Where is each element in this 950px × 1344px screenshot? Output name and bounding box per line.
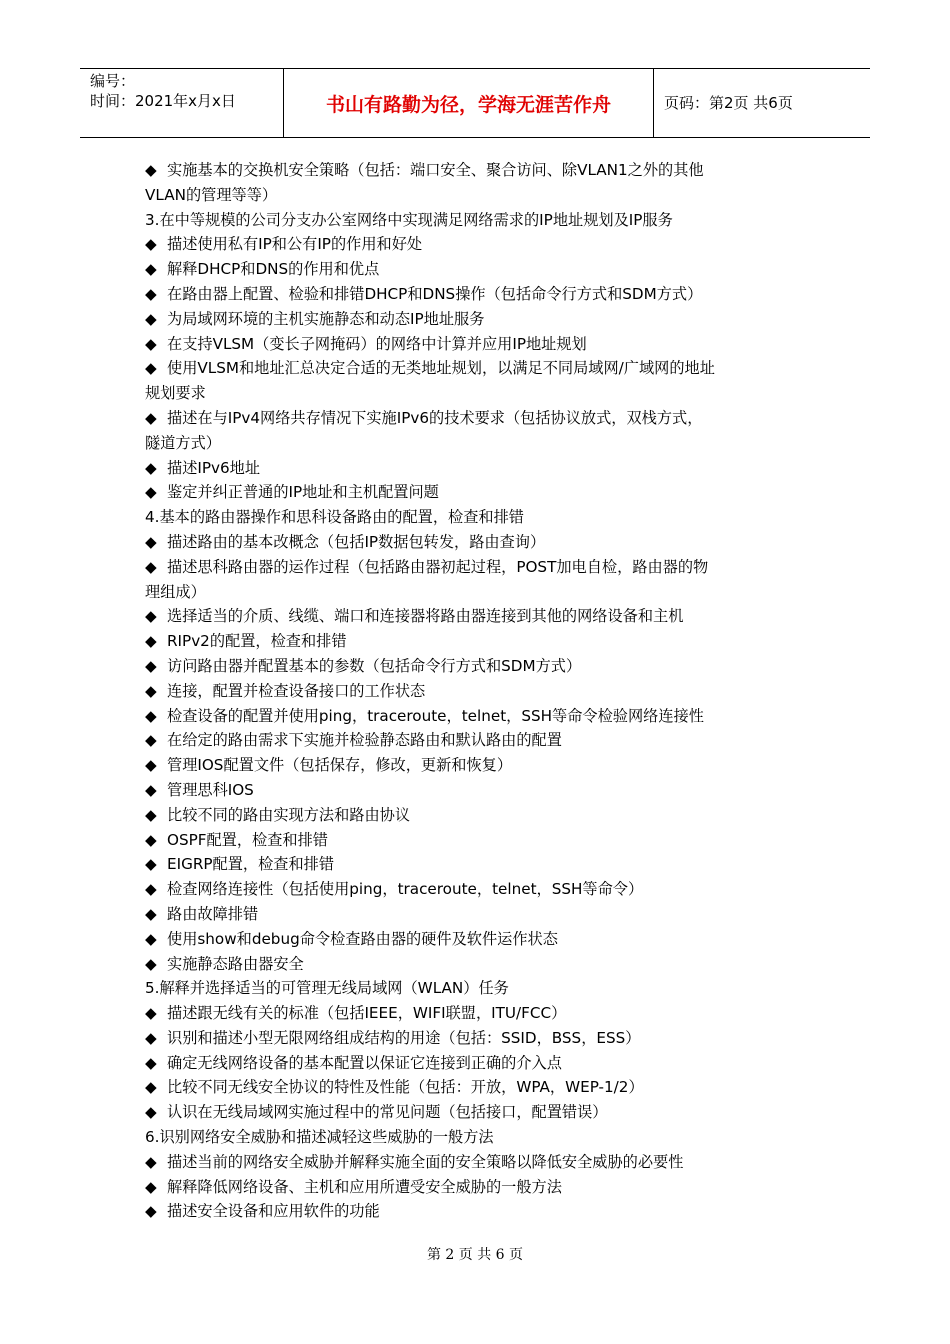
line-text: 描述使用私有IP和公有IP的作用和好处 — [167, 235, 423, 254]
diamond-bullet-icon: ◆ — [145, 1177, 157, 1196]
line-text: 实施静态路由器安全 — [167, 954, 304, 973]
bullet-item — [145, 1150, 825, 1175]
diamond-bullet-icon: ◆ — [145, 706, 157, 725]
diamond-bullet-icon: ◆ — [145, 756, 157, 775]
text-line — [145, 505, 825, 530]
diamond-bullet-icon: ◆ — [145, 1028, 157, 1047]
line-text: 描述思科路由器的运作过程（包括路由器初起过程，POST加电自检，路由器的物 — [167, 557, 709, 576]
line-text: 识别和描述小型无限网络组成结构的用途（包括：SSID，BSS，ESS） — [167, 1028, 641, 1047]
line-text: 解释降低网络设备、主机和应用所遭受安全威胁的一般方法 — [167, 1177, 562, 1196]
bullet-item — [145, 852, 825, 877]
diamond-bullet-icon: ◆ — [145, 483, 157, 502]
diamond-bullet-icon: ◆ — [145, 880, 157, 899]
bullet-item — [145, 778, 825, 803]
diamond-bullet-icon: ◆ — [145, 607, 157, 626]
line-text: VLAN的管理等等） — [145, 185, 278, 204]
line-text: 管理思科IOS — [167, 780, 254, 799]
bullet-item — [145, 1199, 825, 1224]
bullet-item — [145, 654, 825, 679]
line-text: 隧道方式） — [145, 433, 221, 452]
page-header — [80, 68, 870, 138]
line-text: 在给定的路由需求下实施并检验静态路由和默认路由的配置 — [167, 731, 562, 750]
diamond-bullet-icon: ◆ — [145, 632, 157, 651]
text-line — [145, 431, 825, 456]
bullet-item — [145, 1075, 825, 1100]
bullet-item — [145, 480, 825, 505]
bullet-item — [145, 1026, 825, 1051]
line-text: 5.解释并选择适当的可管理无线局域网（WLAN）任务 — [145, 979, 509, 998]
bullet-item — [145, 1100, 825, 1125]
line-text: 认识在无线局域网实施过程中的常见问题（包括接口，配置错误） — [167, 1103, 608, 1122]
line-text: 实施基本的交换机安全策略（包括：端口安全、聚合访问、除VLAN1之外的其他 — [167, 161, 704, 179]
line-text: EIGRP配置，检查和排错 — [167, 855, 335, 874]
diamond-bullet-icon: ◆ — [145, 408, 157, 427]
line-text: 使用VLSM和地址汇总决定合适的无类地址规划，以满足不同局域网/广域网的地址 — [167, 359, 715, 378]
diamond-bullet-icon: ◆ — [145, 1053, 157, 1072]
line-text: 在路由器上配置、检验和排错DHCP和DNS操作（包括命令行方式和SDM方式） — [167, 284, 703, 303]
diamond-bullet-icon: ◆ — [145, 161, 157, 179]
bullet-item — [145, 356, 825, 381]
line-text: 选择适当的介质、线缆、端口和连接器将路由器连接到其他的网络设备和主机 — [167, 607, 684, 626]
bullet-item — [145, 604, 825, 629]
line-text: 描述当前的网络安全威胁并解释实施全面的安全策略以降低安全威胁的必要性 — [167, 1152, 684, 1171]
bullet-item — [145, 555, 825, 580]
bullet-item — [145, 704, 825, 729]
diamond-bullet-icon: ◆ — [145, 681, 157, 700]
line-text: 3.在中等规模的公司分支办公室网络中实现满足网络需求的IP地址规划及IP服务 — [145, 210, 673, 229]
line-text: 描述安全设备和应用软件的功能 — [167, 1202, 380, 1221]
line-text: OSPF配置，检查和排错 — [167, 830, 328, 849]
bullet-item — [145, 158, 825, 183]
page-footer: 第 2 页 共 6 页 — [426, 1247, 524, 1263]
bullet-item — [145, 456, 825, 481]
line-text: 检查设备的配置并使用ping，traceroute，telnet，SSH等命令检验网络连接性 — [167, 706, 704, 725]
diamond-bullet-icon: ◆ — [145, 929, 157, 948]
line-text: 描述路由的基本改概念（包括IP数据包转发，路由查询） — [167, 532, 546, 551]
line-text: 解释DHCP和DNS的作用和优点 — [167, 260, 380, 279]
text-line — [145, 208, 825, 233]
diamond-bullet-icon: ◆ — [145, 557, 157, 576]
diamond-bullet-icon: ◆ — [145, 1202, 157, 1221]
bullet-item — [145, 1001, 825, 1026]
line-text: 为局域网环境的主机实施静态和动态IP地址服务 — [167, 309, 485, 328]
header-motto-cell — [284, 69, 654, 137]
line-text: 描述IPv6地址 — [167, 458, 261, 477]
diamond-bullet-icon: ◆ — [145, 260, 157, 279]
document-date-label: 时间：2021年x月x日 — [90, 92, 236, 110]
diamond-bullet-icon: ◆ — [145, 1103, 157, 1122]
line-text: 描述在与IPv4网络共存情况下实施IPv6的技术要求（包括协议放式，双栈方式， — [167, 408, 703, 427]
line-text: 检查网络连接性（包括使用ping，traceroute，telnet，SSH等命令） — [167, 880, 644, 899]
text-line — [145, 580, 825, 605]
bullet-item — [145, 753, 825, 778]
diamond-bullet-icon: ◆ — [145, 458, 157, 477]
bullet-item — [145, 828, 825, 853]
text-line — [145, 976, 825, 1001]
line-text: 连接，配置并检查设备接口的工作状态 — [167, 681, 426, 700]
line-text: 6.识别网络安全威胁和描述减轻这些威胁的一般方法 — [145, 1128, 494, 1147]
bullet-item — [145, 232, 825, 257]
line-text: 访问路由器并配置基本的参数（包括命令行方式和SDM方式） — [167, 656, 582, 675]
header-page-cell — [654, 69, 870, 137]
diamond-bullet-icon: ◆ — [145, 334, 157, 353]
line-text: 管理IOS配置文件（包括保存，修改，更新和恢复） — [167, 756, 513, 775]
bullet-item — [145, 1175, 825, 1200]
line-text: 描述跟无线有关的标准（包括IEEE，WIFI联盟，ITU/FCC） — [167, 1004, 567, 1023]
bullet-item — [145, 282, 825, 307]
text-line — [145, 1125, 825, 1150]
diamond-bullet-icon: ◆ — [145, 1078, 157, 1097]
bullet-item — [145, 877, 825, 902]
bullet-item — [145, 1051, 825, 1076]
text-line — [145, 183, 825, 208]
diamond-bullet-icon: ◆ — [145, 235, 157, 254]
document-body — [145, 158, 825, 1224]
bullet-item — [145, 307, 825, 332]
header-meta-cell — [80, 69, 284, 137]
diamond-bullet-icon: ◆ — [145, 284, 157, 303]
line-text: RIPv2的配置，检查和排错 — [167, 632, 347, 651]
diamond-bullet-icon: ◆ — [145, 1152, 157, 1171]
diamond-bullet-icon: ◆ — [145, 359, 157, 378]
line-text: 理组成） — [145, 582, 206, 601]
bullet-item — [145, 803, 825, 828]
line-text: 路由故障排错 — [167, 904, 259, 923]
line-text: 鉴定并纠正普通的IP地址和主机配置问题 — [167, 483, 439, 502]
bullet-item — [145, 332, 825, 357]
line-text: 比较不同的路由实现方法和路由协议 — [167, 805, 410, 824]
line-text: 在支持VLSM（变长子网掩码）的网络中计算并应用IP地址规划 — [167, 334, 587, 353]
diamond-bullet-icon: ◆ — [145, 731, 157, 750]
diamond-bullet-icon: ◆ — [145, 954, 157, 973]
header-motto: 书山有路勤为径，学海无涯苦作舟 — [325, 94, 611, 116]
diamond-bullet-icon: ◆ — [145, 1004, 157, 1023]
diamond-bullet-icon: ◆ — [145, 532, 157, 551]
diamond-bullet-icon: ◆ — [145, 830, 157, 849]
diamond-bullet-icon: ◆ — [145, 855, 157, 874]
bullet-item — [145, 679, 825, 704]
line-text: 规划要求 — [145, 384, 206, 403]
bullet-item — [145, 629, 825, 654]
bullet-item — [145, 530, 825, 555]
line-text: 比较不同无线安全协议的特性及性能（包括：开放，WPA，WEP-1/2） — [167, 1078, 644, 1097]
diamond-bullet-icon: ◆ — [145, 780, 157, 799]
diamond-bullet-icon: ◆ — [145, 309, 157, 328]
line-text: 使用show和debug命令检查路由器的硬件及软件运作状态 — [167, 929, 558, 948]
text-line — [145, 381, 825, 406]
diamond-bullet-icon: ◆ — [145, 656, 157, 675]
header-page-info: 页码：第2页 共6页 — [664, 94, 793, 112]
line-text: 确定无线网络设备的基本配置以保证它连接到正确的介入点 — [167, 1053, 562, 1072]
bullet-item — [145, 257, 825, 282]
line-text: 4.基本的路由器操作和思科设备路由的配置，检查和排错 — [145, 508, 524, 527]
bullet-item — [145, 927, 825, 952]
document-number-label: 编号： — [90, 72, 136, 90]
bullet-item — [145, 728, 825, 753]
bullet-item — [145, 406, 825, 431]
bullet-item — [145, 952, 825, 977]
bullet-item — [145, 902, 825, 927]
diamond-bullet-icon: ◆ — [145, 904, 157, 923]
diamond-bullet-icon: ◆ — [145, 805, 157, 824]
